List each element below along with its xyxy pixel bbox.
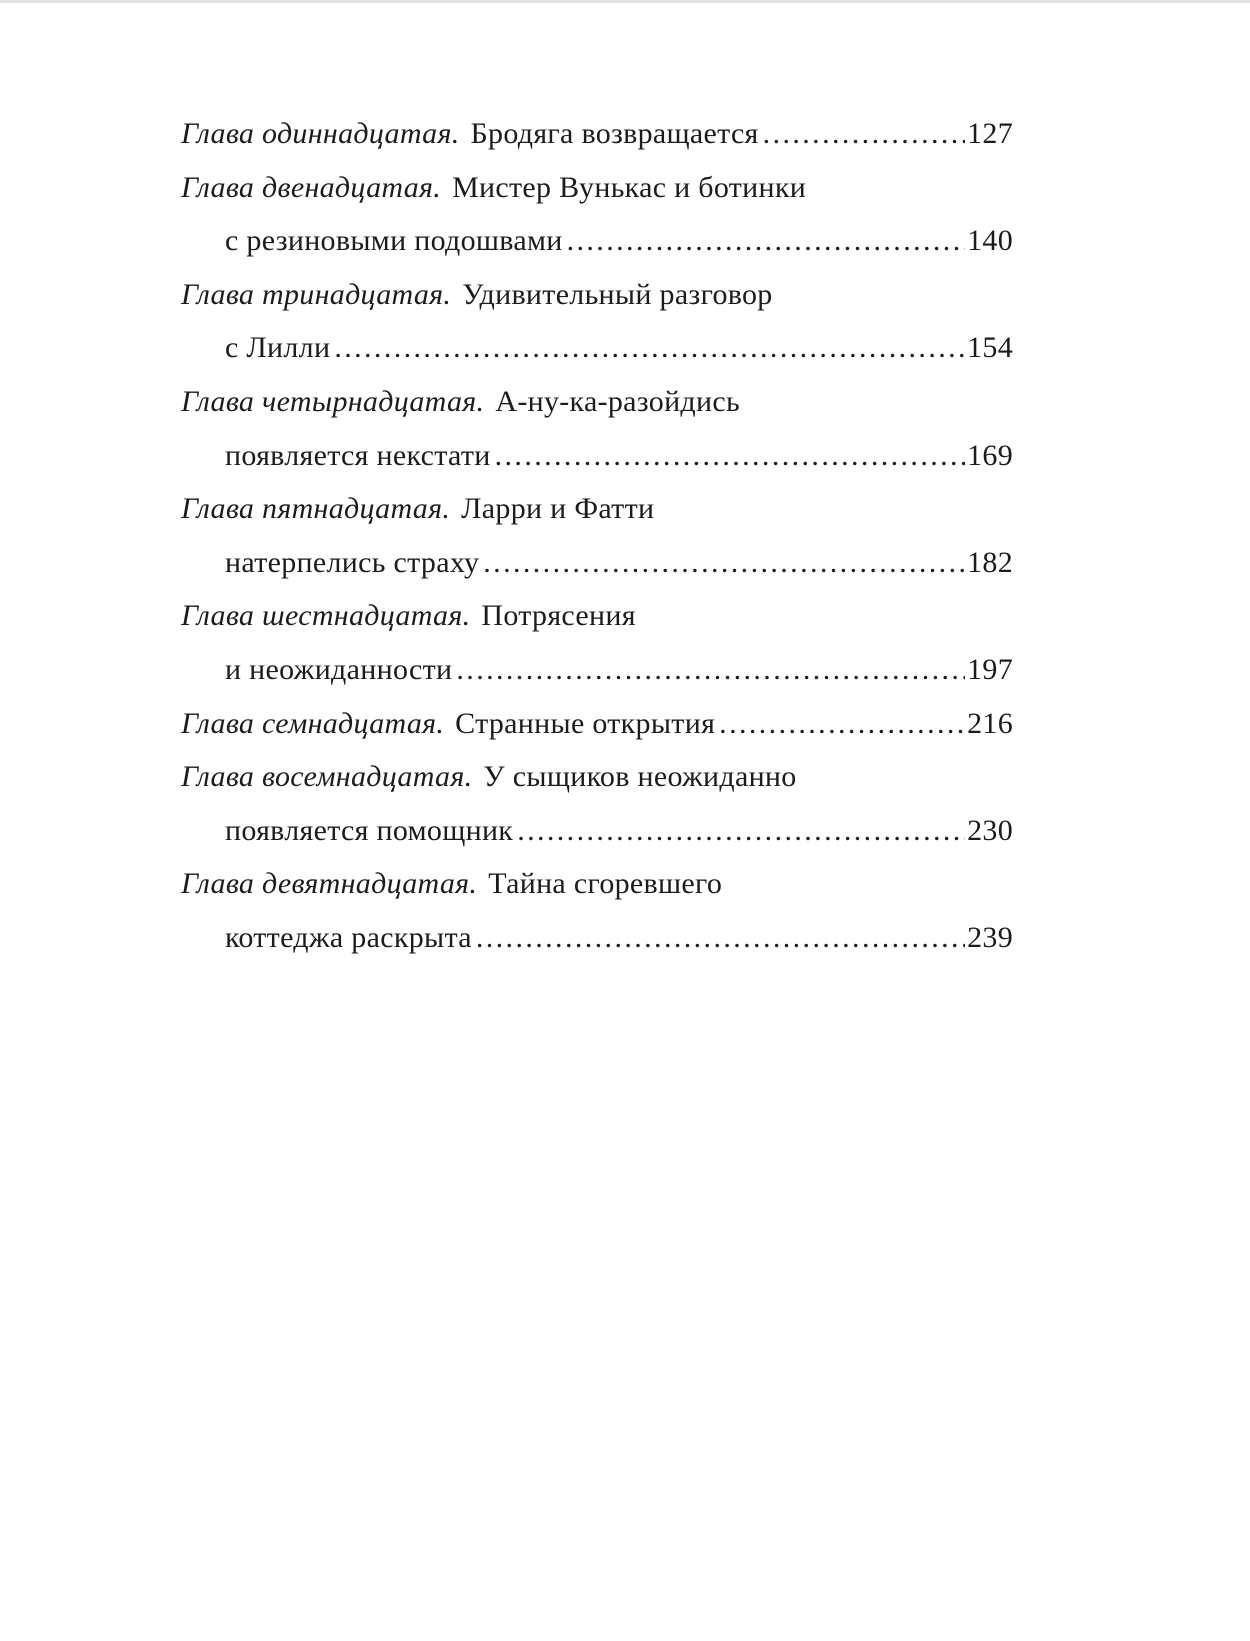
chapter-title-continuation: с резиновыми подошвами (225, 224, 563, 258)
chapter-title: А-ну-ка-разойдись (495, 384, 740, 418)
chapter-title: У сыщиков неожиданно (483, 760, 797, 794)
page-number: 197 (967, 652, 1013, 686)
toc-line (181, 268, 1013, 322)
toc-line-continuation (181, 536, 1013, 590)
page-number: 182 (967, 545, 1013, 579)
dot-leader (476, 911, 965, 965)
dot-leader (495, 429, 965, 483)
toc-line (181, 589, 1013, 643)
chapter-number: Глава пятнадцатая. (181, 492, 451, 526)
chapter-title: Странные открытия (455, 706, 716, 740)
toc-line-continuation (181, 321, 1013, 375)
toc-line (181, 857, 1013, 911)
chapter-title-continuation: и неожиданности (225, 652, 453, 686)
page-number: 239 (967, 920, 1013, 954)
toc-entry-12[interactable] (181, 161, 1013, 268)
chapter-title-continuation: коттеджа раскрыта (225, 920, 472, 954)
dot-leader (334, 321, 965, 375)
toc-line (181, 697, 1013, 751)
chapter-number: Глава восемнадцатая. (181, 760, 473, 794)
toc-entry-15[interactable] (181, 482, 1013, 589)
chapter-title-continuation: появляется помощник (225, 813, 514, 847)
toc-entry-13[interactable] (181, 268, 1013, 375)
toc-entry-11[interactable] (181, 107, 1013, 161)
chapter-title: Бродяга возвращается (470, 117, 759, 150)
toc-entry-18[interactable] (181, 750, 1013, 857)
chapter-title-continuation: с Лилли (225, 331, 331, 365)
toc-entry-14[interactable] (181, 375, 1013, 482)
toc-line-continuation (181, 911, 1013, 965)
toc-entry-19[interactable] (181, 857, 1013, 964)
toc-line (181, 750, 1013, 804)
toc-entry-17[interactable] (181, 697, 1013, 751)
chapter-title: Тайна сгоревшего (488, 867, 723, 901)
chapter-title-continuation: натерпелись страху (225, 545, 480, 579)
chapter-number: Глава двенадцатая. (181, 170, 442, 204)
chapter-number: Глава семнадцатая. (181, 706, 445, 740)
chapter-title-continuation: появляется некстати (225, 438, 491, 472)
toc-line-continuation (181, 643, 1013, 697)
toc-entry-16[interactable] (181, 589, 1013, 696)
chapter-number: Глава тринадцатая. (181, 277, 452, 311)
dot-leader (517, 804, 965, 858)
toc-line-continuation (181, 214, 1013, 268)
page-number: 154 (967, 331, 1013, 365)
toc-line (181, 107, 1013, 161)
page-number: 127 (967, 117, 1013, 150)
page-number: 140 (967, 224, 1013, 258)
page-number: 169 (967, 438, 1013, 472)
dot-leader (456, 643, 965, 697)
dot-leader (567, 214, 965, 268)
dot-leader (763, 107, 965, 161)
toc-line-continuation (181, 804, 1013, 858)
chapter-number: Глава одиннадцатая. (181, 117, 460, 150)
chapter-number: Глава четырнадцатая. (181, 384, 485, 418)
chapter-title: Потрясения (481, 599, 636, 633)
dot-leader (719, 697, 965, 751)
chapter-number: Глава девятнадцатая. (181, 867, 478, 901)
chapter-title: Удивительный разговор (462, 277, 773, 311)
table-of-contents (181, 107, 1013, 965)
toc-line (181, 482, 1013, 536)
chapter-title: Мистер Вунькас и ботинки (452, 170, 807, 204)
chapter-title: Ларри и Фатти (461, 492, 655, 526)
toc-line (181, 375, 1013, 429)
toc-line-continuation (181, 429, 1013, 483)
page-number: 216 (967, 706, 1013, 740)
dot-leader (483, 536, 965, 590)
toc-line (181, 161, 1013, 215)
chapter-number: Глава шестнадцатая. (181, 599, 471, 633)
page-number: 230 (967, 813, 1013, 847)
